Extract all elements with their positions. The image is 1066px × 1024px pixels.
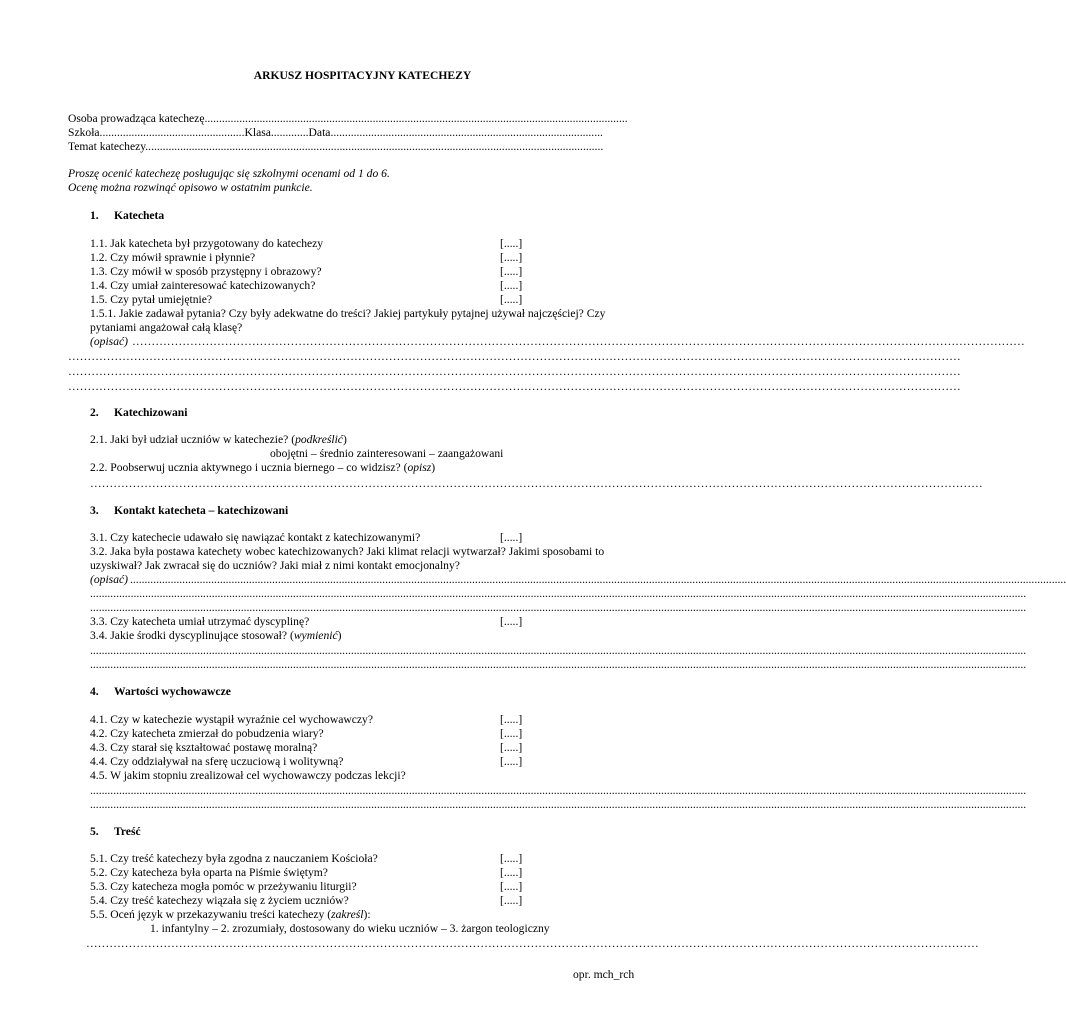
grade-bracket: [.....] [500,880,523,893]
section-4-heading: 4. Wartości wychowawcze [90,685,231,698]
question-5-5: 5.5. Oceń język w przekazywaniu treści katechezy (zakreśl): [90,908,371,921]
page-title: ARKUSZ HOSPITACYJNY KATECHEZY [253,69,472,82]
section-5-heading: 5. Treść [90,825,141,838]
grade-bracket: [.....] [500,713,523,726]
grade-bracket: [.....] [500,237,523,250]
question-3-2: 3.2. Jaka była postawa katechety wobec katechizowanych? Jaki klimat relacji wytwarzał? Jakimi sposobami to [90,545,605,558]
answer-line: …………………………………………………………………………………………………………………………………………………………………………………………………………… [68,365,961,378]
grade-bracket: [.....] [500,293,523,306]
grade-bracket: [.....] [500,866,523,879]
grade-bracket: [.....] [500,251,523,264]
question-3-4: 3.4. Jakie środki dyscyplinujące stosował? (wymienić) [90,629,342,642]
answer-line: ................................................................................................................................................................................................................................................................................................................................... [90,601,1027,614]
question-1-3: 1.3. Czy mówił w sposób przystępny i obrazowy? [90,265,322,278]
answer-line: ................................................................................................................................................................................................................................................................................................................................... [90,784,1027,797]
question-1-5-1: 1.5.1. Jakie zadawał pytania? Czy były adekwatne do treści? Jakiej partykuły pytajnej używał najczęściej? Czy [90,307,606,320]
footer-author: opr. mch_rch [573,968,635,981]
question-5-2: 5.2. Czy katecheza była oparta na Piśmie świętym? [90,866,328,879]
answer-line: …………………………………………………………………………………………………………………………………………………………………………………………………………… [68,380,961,393]
grade-bracket: [.....] [500,531,523,544]
question-4-3: 4.3. Czy starał się kształtować postawę moralną? [90,741,318,754]
answer-line: ................................................................................................................................................................................................................................................................................................................................... [90,798,1027,811]
answer-line: …………………………………………………………………………………………………………………………………………………………………………………………………………… [86,937,979,950]
szkola-field: Szkoła..................................................Klasa.............Data.............................................................................................. [68,126,603,139]
question-5-3: 5.3. Czy katecheza mogła pomóc w przeżywaniu liturgii? [90,880,357,893]
question-3-1: 3.1. Czy katechecie udawało się nawiązać kontakt z katechizowanymi? [90,531,421,544]
question-1-1: 1.1. Jak katecheta był przygotowany do katechezy [90,237,324,250]
question-4-5: 4.5. W jakim stopniu zrealizował cel wychowawczy podczas lekcji? [90,769,406,782]
question-1-4: 1.4. Czy umiał zainteresować katechizowanych? [90,279,316,292]
question-4-4: 4.4. Czy oddziaływał na sferę uczuciową i wolitywną? [90,755,344,768]
answer-line: …………………………………………………………………………………………………………………………………………………………………………………………………………… [68,350,961,363]
grade-bracket: [.....] [500,852,523,865]
question-2-1: 2.1. Jaki był udział uczniów w katechezie? (podkreślić) [90,433,347,446]
question-1-5: 1.5. Czy pytał umiejętnie? [90,293,213,306]
opisac-label: (opisać) [90,335,128,348]
answer-line: …………………………………………………………………………………………………………………………………………………………………………………………………………… [132,335,1025,348]
question-1-5-1-cont: pytaniami angażował całą klasę? [90,321,243,334]
question-5-4: 5.4. Czy treść katechezy wiązała się z życiem uczniów? [90,894,349,907]
options-5-5: 1. infantylny – 2. zrozumiały, dostosowany do wieku uczniów – 3. żargon teologiczny [150,922,550,935]
answer-line: ................................................................................................................................................................................................................................................................................................................................... [130,573,1066,586]
question-3-3: 3.3. Czy katecheta umiał utrzymać dyscyplinę? [90,615,310,628]
grade-bracket: [.....] [500,279,523,292]
question-1-2: 1.2. Czy mówił sprawnie i płynnie? [90,251,256,264]
section-2-heading: 2. Katechizowani [90,406,188,419]
grade-bracket: [.....] [500,741,523,754]
question-3-2-cont: uzyskiwał? Jak zwracał się do uczniów? Jaki miał z nimi kontakt emocjonalny? [90,559,460,572]
section-1-heading: 1. Katecheta [90,209,165,222]
question-4-1: 4.1. Czy w katechezie wystąpił wyraźnie cel wychowawczy? [90,713,373,726]
grade-bracket: [.....] [500,894,523,907]
answer-line: ................................................................................................................................................................................................................................................................................................................................... [90,658,1027,671]
grade-bracket: [.....] [500,265,523,278]
grade-bracket: [.....] [500,755,523,768]
section-3-heading: 3. Kontakt katecheta – katechizowani [90,504,289,517]
answer-line: ................................................................................................................................................................................................................................................................................................................................... [90,644,1027,657]
question-5-1: 5.1. Czy treść katechezy była zgodna z nauczaniem Kościoła? [90,852,378,865]
grade-bracket: [.....] [500,615,523,628]
question-2-2: 2.2. Poobserwuj ucznia aktywnego i ucznia biernego – co widzisz? (opisz) [90,461,436,474]
intro-line-2: Ocenę można rozwinąć opisowo w ostatnim punkcie. [68,181,313,194]
temat-field: Temat katechezy.............................................................................................................................................................. [68,140,604,153]
grade-bracket: [.....] [500,727,523,740]
answer-line: ................................................................................................................................................................................................................................................................................................................................... [90,587,1027,600]
answer-line: …………………………………………………………………………………………………………………………………………………………………………………………………………… [90,477,983,490]
opisac-label: (opisać) [90,573,128,586]
question-4-2: 4.2. Czy katecheta zmierzał do pobudzenia wiary? [90,727,324,740]
osoba-field: Osoba prowadząca katechezę.................................................................................................................................................. [68,112,628,125]
options-2-1: obojętni – średnio zainteresowani – zaangażowani [270,447,504,460]
intro-line-1: Proszę ocenić katechezę posługując się szkolnymi ocenami od 1 do 6. [68,167,390,180]
